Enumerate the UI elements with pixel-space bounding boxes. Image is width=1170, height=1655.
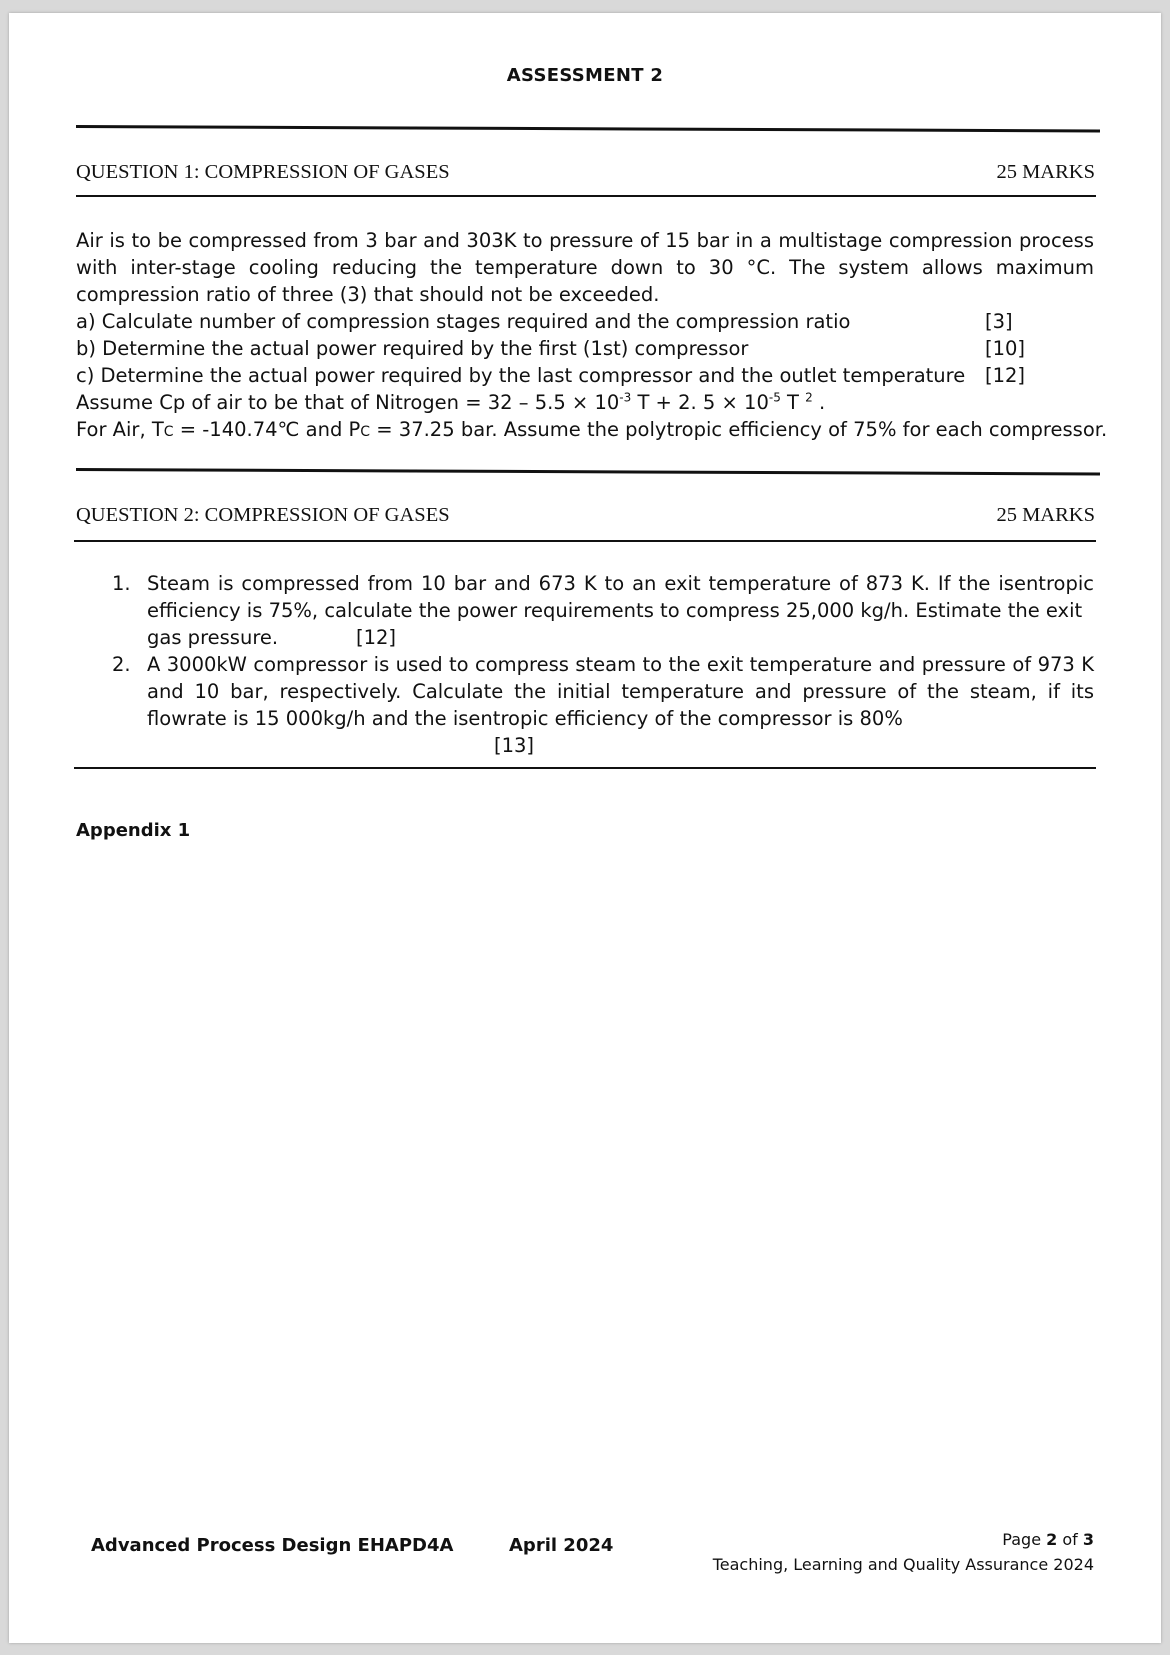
q1-intro: Air is to be compressed from 3 bar and 303K to pressure of 15 bar in a multistage compression process with inter-stage cooling reducing the temperature down to 30 °C. The system allows maximum compression ratio of three (3) that should not be exceeded. bbox=[76, 229, 1094, 306]
cp-text-3: T bbox=[780, 391, 806, 414]
crit-text-3: = 37.25 bar. Assume the polytropic efficiency of 75% for each compressor. bbox=[370, 418, 1108, 441]
q2-marks: 25 MARKS bbox=[996, 504, 1095, 526]
q2-bottom-rule bbox=[74, 767, 1096, 769]
crit-sub-tc: C bbox=[163, 424, 174, 440]
q1-marks: 25 MARKS bbox=[996, 161, 1095, 183]
q2-item-2-marks: [13] bbox=[494, 734, 535, 757]
cp-text-2: T + 2. 5 × 10 bbox=[631, 391, 769, 414]
cp-exponent-1: -3 bbox=[619, 390, 632, 405]
page-mid: of bbox=[1057, 1530, 1083, 1549]
cp-exponent-2: -5 bbox=[768, 390, 781, 405]
page-current: 2 bbox=[1046, 1530, 1058, 1549]
document-page bbox=[9, 13, 1161, 1643]
cp-exponent-3: 2 bbox=[805, 390, 813, 405]
q2-item-2-number: 2. bbox=[112, 653, 131, 676]
cp-text-4: . bbox=[812, 391, 826, 414]
page-prefix: Page bbox=[1002, 1530, 1047, 1549]
footer-page-number bbox=[1002, 1530, 1094, 1549]
page-title: ASSESSMENT 2 bbox=[506, 65, 664, 86]
q2-item-1-text: Steam is compressed from 10 bar and 673 K to an exit temperature of 873 K. If the isentropic efficiency is 75%, calculate the power requirements to compress 25,000 kg/h. Estimate the exit bbox=[147, 572, 1094, 622]
q1-part-b-marks: [10] bbox=[985, 337, 1026, 360]
q2-item-2-text: A 3000kW compressor is used to compress steam to the exit temperature and pressure of 973 K and 10 bar, respectively. Calculate the initial temperature and pressure of the steam, if its flowrate is 15 000kg/h and the isentropic efficiency of the compressor is 80% bbox=[147, 653, 1094, 730]
crit-text-1: For Air, T bbox=[76, 418, 164, 441]
footer-date: April 2024 bbox=[509, 1535, 614, 1556]
q1-part-b: b) Determine the actual power required by the first (1st) compressor bbox=[76, 337, 749, 360]
q1-heading-underline bbox=[76, 195, 1096, 197]
q1-heading: QUESTION 1: COMPRESSION OF GASES bbox=[76, 161, 450, 183]
q1-part-c-marks: [12] bbox=[985, 364, 1026, 387]
q1-cp-equation bbox=[76, 389, 825, 416]
crit-sub-pc: C bbox=[360, 424, 371, 440]
q2-heading: QUESTION 2: COMPRESSION OF GASES bbox=[76, 504, 450, 526]
q1-part-a: a) Calculate number of compression stages required and the compression ratio bbox=[76, 310, 851, 333]
footer-course: Advanced Process Design EHAPD4A bbox=[91, 1535, 454, 1556]
q2-item-1-last-line: gas pressure. bbox=[147, 626, 279, 649]
q1-part-c: c) Determine the actual power required by the last compressor and the outlet temperature bbox=[76, 364, 966, 387]
q1-part-a-marks: [3] bbox=[985, 310, 1013, 333]
footer-office: Teaching, Learning and Quality Assurance 2024 bbox=[712, 1555, 1094, 1574]
q2-item-1-number: 1. bbox=[112, 572, 131, 595]
q1-critical-props bbox=[76, 416, 1107, 446]
page-total: 3 bbox=[1082, 1530, 1094, 1549]
section-divider bbox=[76, 468, 1100, 475]
top-divider bbox=[76, 125, 1100, 132]
q2-heading-underline bbox=[74, 540, 1096, 542]
cp-text-1: Assume Cp of air to be that of Nitrogen = 32 – 5.5 × 10 bbox=[76, 391, 620, 414]
q2-item-1-marks: [12] bbox=[356, 626, 397, 649]
appendix-title: Appendix 1 bbox=[76, 820, 191, 841]
crit-text-2: = -140.74℃ and P bbox=[173, 418, 361, 441]
